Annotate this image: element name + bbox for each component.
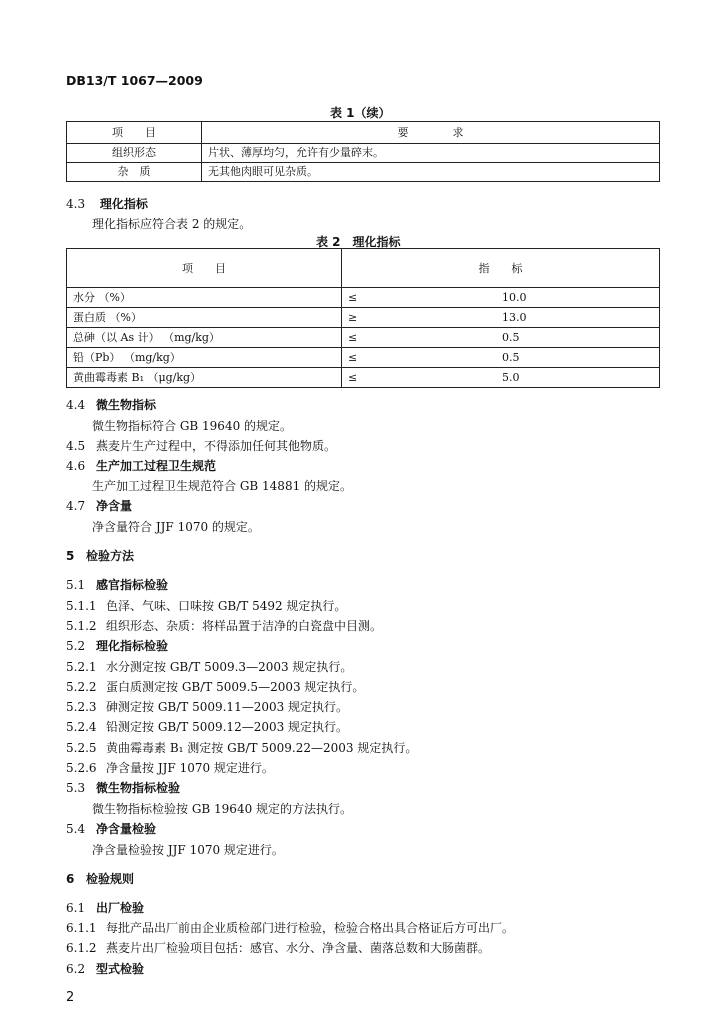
text-line [66,698,348,715]
section-number: 4.5 [66,439,86,453]
paragraph-text: 微生物指标检验按 GB 19640 规定的方法执行。 [92,802,353,816]
section-number: 5.2.3 [66,700,97,714]
paragraph-text: 净含量符合 JJF 1070 的规定。 [92,520,260,534]
text-line [66,739,417,756]
paragraph-text: 燕麦片生产过程中，不得添加任何其他物质。 [96,439,337,453]
document-header: DB13/T 1067—2009 [66,73,203,88]
paragraph-text: 水分测定按 GB/T 5009.3—2003 规定执行。 [106,660,353,674]
section-number: 5.2.1 [66,660,97,674]
section-number: 5.2.6 [66,761,97,775]
table2-value: 10.0 [374,288,660,308]
text-line [66,497,132,514]
text-line [66,939,490,956]
section-number: 6.1.2 [66,941,97,955]
paragraph-text: 铅测定按 GB/T 5009.12—2003 规定执行。 [106,720,349,734]
table2-item: 黄曲霉毒素 B₁ （μg/kg） [67,368,342,388]
table2-value: 5.0 [374,368,660,388]
text-line [66,820,156,837]
section-4-3-body: 理化指标应符合表 2 的规定。 [92,217,252,231]
section-4-3 [66,195,148,212]
table2-operator: ≤ [342,288,375,308]
section-title: 微生物指标 [96,398,157,412]
section-number: 5.4 [66,822,86,836]
text-line [66,960,144,977]
text-line [66,396,156,413]
table2-header-row [67,249,660,288]
section-number: 5.1.1 [66,599,97,613]
table2-caption: 表 2 理化指标 [316,235,401,249]
table-row [67,308,660,328]
section-title: 净含量检验 [96,822,157,836]
paragraph-text: 黄曲霉毒素 B₁ 测定按 GB/T 5009.22—2003 规定执行。 [106,741,418,755]
text-line [92,417,292,434]
table1-cell: 片状、薄厚均匀，允许有少量碎末。 [202,144,660,163]
text-line [92,477,352,494]
table2 [66,248,660,388]
section-title: 生产加工过程卫生规范 [96,459,217,473]
table1 [66,121,660,182]
section-number: 6.1.1 [66,921,97,935]
paragraph-text: 生产加工过程卫生规范符合 GB 14881 的规定。 [92,479,353,493]
text-line [66,437,336,454]
table1-caption: 表 1（续） [330,106,391,120]
text-line [66,870,134,887]
text-line [92,800,352,817]
text-line [66,919,514,936]
table2-operator: ≥ [342,308,375,328]
table2-item: 总砷（以 As 计） （mg/kg） [67,328,342,348]
text-line [66,658,352,675]
section-title: 出厂检验 [96,901,145,915]
table2-head-index: 指 标 [342,249,660,288]
section-title: 理化指标检验 [96,639,169,653]
text-line [66,759,274,776]
paragraph-text: 微生物指标符合 GB 19640 的规定。 [92,419,293,433]
table2-item: 蛋白质 （%） [67,308,342,328]
page-number: 2 [66,990,75,1005]
section-number: 4.6 [66,459,86,473]
section-number: 4.7 [66,499,86,513]
paragraph-text: 蛋白质测定按 GB/T 5009.5—2003 规定执行。 [106,680,365,694]
section-number: 4.3 [66,197,86,211]
table2-head-item: 项 目 [67,249,342,288]
table1-head-requirement: 要 求 [202,122,660,144]
section-title: 微生物指标检验 [96,781,181,795]
section-title: 型式检验 [96,962,145,976]
table2-value: 0.5 [374,328,660,348]
paragraph-text: 净含量检验按 JJF 1070 规定进行。 [92,843,284,857]
section-title: 感官指标检验 [96,578,169,592]
table1-cell: 杂 质 [67,163,202,182]
text-line [66,576,168,593]
table-row [67,288,660,308]
paragraph-text: 组织形态、杂质：将样品置于洁净的白瓷盘中目测。 [106,619,383,633]
section-number: 4.4 [66,398,86,412]
section-number: 6.1 [66,901,86,915]
paragraph-text: 每批产品出厂前由企业质检部门进行检验，检验合格出具合格证后方可出厂。 [106,921,515,935]
table2-item: 水分 （%） [67,288,342,308]
section-number: 5.2.2 [66,680,97,694]
section-title: 理化指标 [99,197,148,211]
table1-cell: 无其他肉眼可见杂质。 [202,163,660,182]
section-number: 5.2.5 [66,741,97,755]
text-line [92,841,284,858]
text-line [66,457,216,474]
paragraph-text: 燕麦片出厂检验项目包括：感官、水分、净含量、菌落总数和大肠菌群。 [106,941,491,955]
text-line [66,718,348,735]
paragraph-text: 砷测定按 GB/T 5009.11—2003 规定执行。 [106,700,349,714]
table-row [67,144,660,163]
section-number: 5.3 [66,781,86,795]
table-row [67,163,660,182]
section-number: 5.1 [66,578,86,592]
table-row [67,368,660,388]
text-line [66,899,144,916]
table2-value: 0.5 [374,348,660,368]
section-number: 5.1.2 [66,619,97,633]
table1-cell: 组织形态 [67,144,202,163]
table1-header-row [67,122,660,144]
text-line [66,678,364,695]
section-number: 6.2 [66,962,86,976]
table1-head-item: 项 目 [67,122,202,144]
paragraph-text: 色泽、气味、口味按 GB/T 5492 规定执行。 [106,599,347,613]
text-line [66,547,134,564]
table2-operator: ≤ [342,328,375,348]
table2-operator: ≤ [342,368,375,388]
section-title: 净含量 [96,499,133,513]
section-number: 6 [66,872,75,886]
text-line [66,617,382,634]
section-number: 5 [66,549,75,563]
table-row [67,348,660,368]
table-row [67,328,660,348]
table2-operator: ≤ [342,348,375,368]
table2-value: 13.0 [374,308,660,328]
table2-item: 铅（Pb） （mg/kg） [67,348,342,368]
text-line [92,518,260,535]
section-title: 检验规则 [86,872,135,886]
text-line [66,779,180,796]
paragraph-text: 净含量按 JJF 1070 规定进行。 [106,761,274,775]
section-title: 检验方法 [86,549,135,563]
section-number: 5.2 [66,639,86,653]
text-line [66,637,168,654]
text-line [66,597,346,614]
section-number: 5.2.4 [66,720,97,734]
